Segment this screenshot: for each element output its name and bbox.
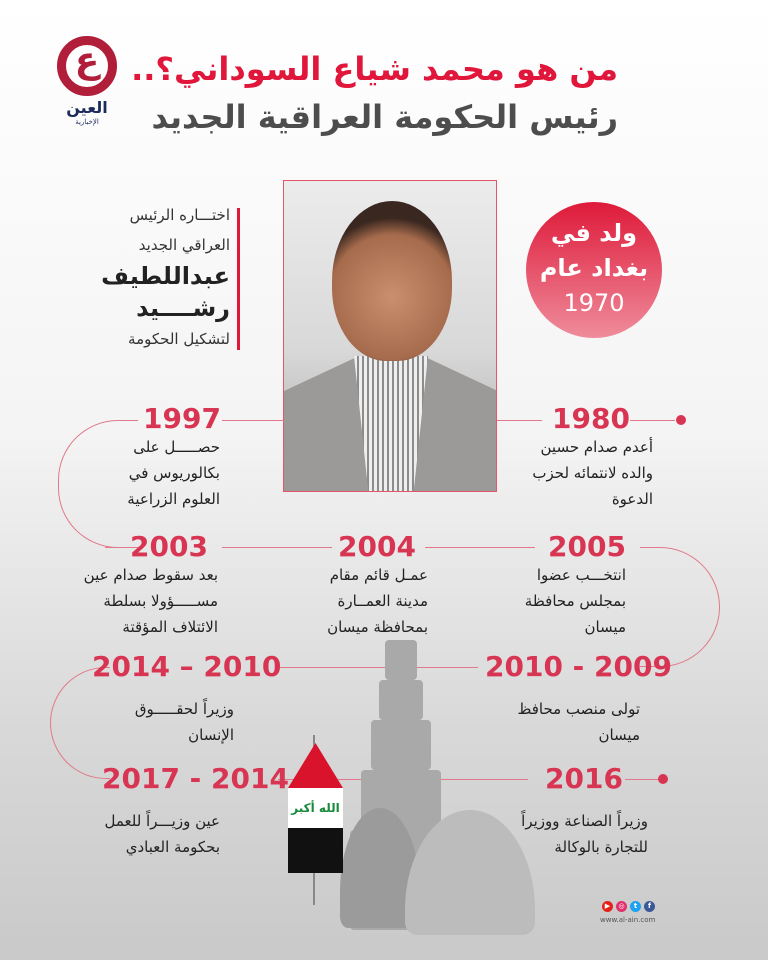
facebook-icon[interactable]: f	[644, 901, 655, 912]
twitter-icon[interactable]: t	[630, 901, 641, 912]
connector	[105, 547, 125, 548]
connector-curve	[50, 667, 110, 779]
year-2010-2014: 2014 – 2010	[92, 650, 282, 683]
social-links	[602, 901, 655, 912]
timeline-end-dot	[658, 774, 668, 784]
timeline-start-dot	[676, 415, 686, 425]
event-2014-2017: عين وزيـــراً للعمل بحكومة العبادي	[104, 812, 220, 856]
connector	[222, 547, 332, 548]
year-2009-2010: 2010 - 2009	[485, 650, 672, 683]
born-line-2: بغداد عام	[539, 254, 649, 282]
appointed-line-2: العراقي الجديد	[138, 236, 230, 254]
event-1980: أعدم صدام حسين والده لانتمائه لحزب الدعوة	[532, 438, 653, 508]
appointed-by	[70, 200, 230, 354]
iraq-flag-icon	[283, 735, 348, 885]
year-1997: 1997	[143, 402, 221, 435]
connector	[630, 420, 675, 421]
connector-curve	[640, 547, 720, 667]
portrait-head	[332, 201, 452, 361]
title-line-1: من هو محمد شياع السوداني؟..	[131, 50, 618, 88]
year-2016: 2016	[545, 762, 623, 795]
born-year: 1970	[563, 289, 625, 317]
connector	[222, 420, 284, 421]
event-2003: بعد سقوط صدام عين مســـــؤولا بسلطة الائتلاف المؤقتة	[83, 566, 218, 636]
connector-curve	[58, 420, 138, 548]
year-2014-2017: 2017 - 2014	[102, 762, 289, 795]
born-line-1: ولد في	[550, 219, 638, 247]
event-2005: انتخـــب عضوا بمجلس محافظة ميسان	[524, 566, 626, 636]
logo-glyph: ع	[74, 40, 100, 81]
event-1997: حصـــــل على بكالوريوس في العلوم الزراعية	[127, 438, 220, 508]
appointed-line-5: لتشكيل الحكومة	[128, 330, 230, 348]
al-ain-logo	[55, 36, 119, 126]
born-circle	[526, 202, 662, 338]
appointed-line-1: اختـــاره الرئيس	[129, 206, 230, 224]
logo-sub: الإخبارية	[75, 118, 99, 126]
connector	[425, 547, 535, 548]
year-1980: 1980	[552, 402, 630, 435]
portrait-photo	[283, 180, 497, 492]
president-first-name: عبداللطيف	[101, 262, 230, 290]
logo-name: العين	[66, 98, 108, 117]
president-last-name: رشــــيد	[136, 294, 230, 322]
appointed-divider	[237, 208, 240, 350]
event-2016: وزيراً الصناعة ووزيراً للتجارة بالوكالة	[521, 812, 648, 856]
youtube-icon[interactable]: ▶	[602, 901, 613, 912]
year-2005: 2005	[548, 530, 626, 563]
event-2009-2010: تولى منصب محافظ ميسان	[517, 700, 640, 744]
year-2004: 2004	[338, 530, 416, 563]
connector	[625, 779, 660, 780]
instagram-icon[interactable]: ◎	[616, 901, 627, 912]
event-2004: عمـل قائم مقام مدينة العمــارة بمحافظة ميسان	[327, 566, 428, 636]
connector	[497, 420, 542, 421]
website-link[interactable]: www.al-ain.com	[600, 916, 656, 924]
year-2003: 2003	[130, 530, 208, 563]
flag-emblem: الله أكبر	[288, 788, 343, 828]
event-2010-2014: وزيراً لحقـــــوق الإنسان	[134, 700, 234, 744]
title-line-2: رئيس الحكومة العراقية الجديد	[151, 98, 618, 136]
